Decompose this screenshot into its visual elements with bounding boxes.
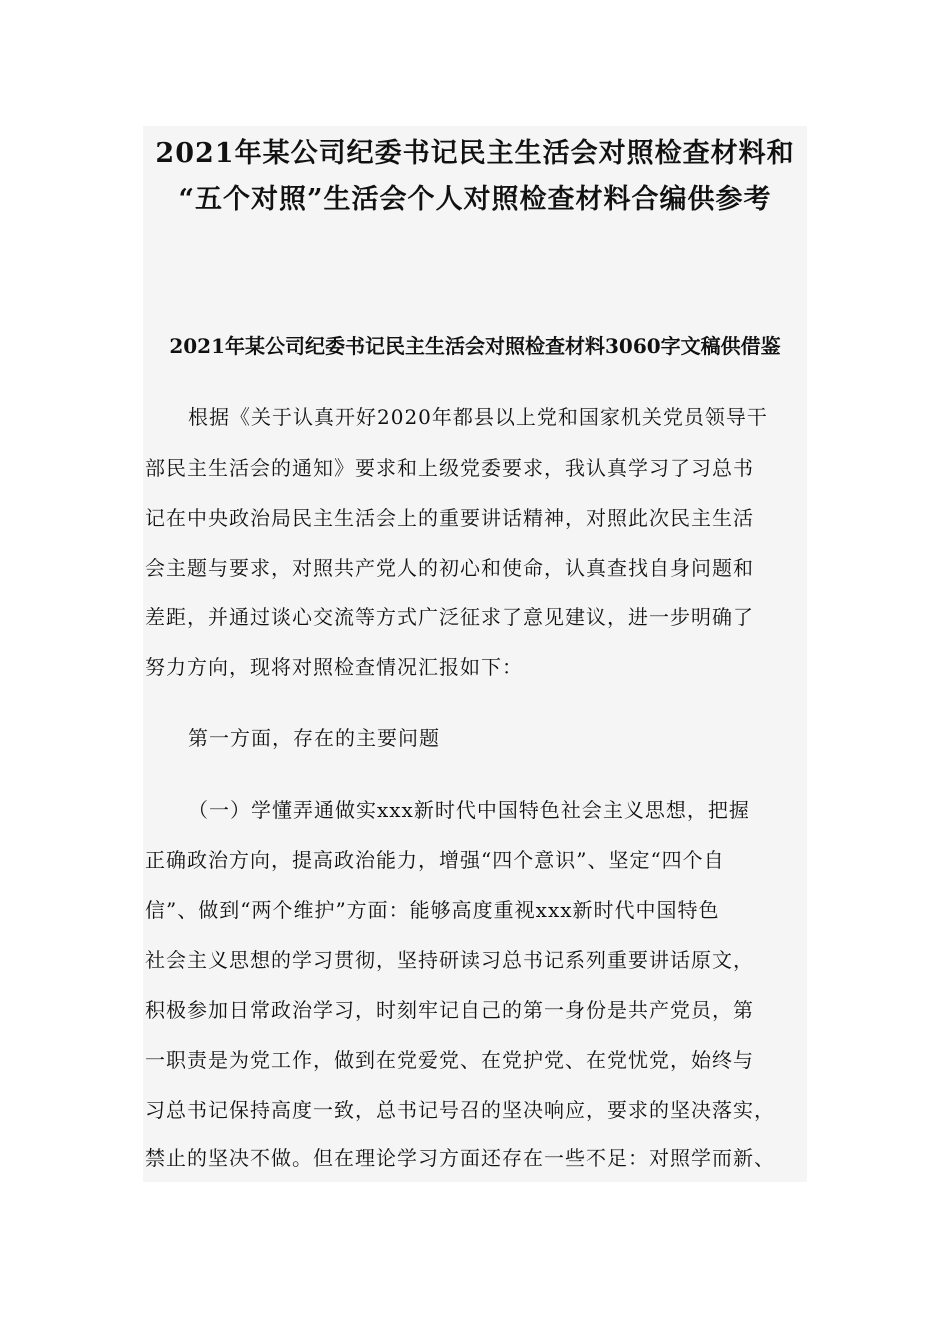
paragraph-1-line-6: 努力方向，现将对照检查情况汇报如下：: [145, 655, 523, 679]
paragraph-2-line-1: （一）学懂弄通做实xxx新时代中国特色社会主义思想，把握: [188, 798, 750, 822]
paragraph-2-line-6: 一职责是为党工作，做到在党爱党、在党护党、在党忧党，始终与: [145, 1048, 754, 1072]
paragraph-2-line-4: 社会主义思想的学习贯彻，坚持研读习总书记系列重要讲话原文，: [145, 948, 754, 972]
paragraph-1-line-2: 部民主生活会的通知》要求和上级党委要求，我认真学习了习总书: [145, 456, 754, 480]
paragraph-2-line-3: 信”、做到“两个维护”方面：能够高度重视xxx新时代中国特色: [145, 898, 720, 922]
paragraph-2-line-2: 正确政治方向，提高政治能力，增强“四个意识”、坚定“四个自: [145, 848, 725, 872]
paragraph-2-line-5: 积极参加日常政治学习，时刻牢记自己的第一身份是共产党员，第: [145, 998, 754, 1022]
paragraph-1-line-5: 差距，并通过谈心交流等方式广泛征求了意见建议，进一步明确了: [145, 605, 754, 629]
paragraph-2-line-7: 习总书记保持高度一致，总书记号召的坚决响应，要求的坚决落实，: [145, 1098, 775, 1122]
paragraph-1-line-3: 记在中央政治局民主生活会上的重要讲话精神，对照此次民主生活: [145, 506, 754, 530]
document-subtitle: 2021年某公司纪委书记民主生活会对照检查材料3060字文稿供借鉴: [169, 334, 781, 358]
paragraph-1-line-1: 根据《关于认真开好2020年都县以上党和国家机关党员领导干: [188, 405, 768, 429]
paragraph-2-line-8: 禁止的坚决不做。但在理论学习方面还存在一些不足：对照学而新、: [145, 1146, 775, 1170]
document-title-line-1: 2021年某公司纪委书记民主生活会对照检查材料和: [155, 138, 795, 169]
section-heading: 第一方面，存在的主要问题: [188, 726, 440, 750]
paragraph-1-line-4: 会主题与要求，对照共产党人的初心和使命，认真查找自身问题和: [145, 556, 754, 580]
document-title-line-2: “五个对照”生活会个人对照检查材料合编供参考: [178, 184, 772, 215]
